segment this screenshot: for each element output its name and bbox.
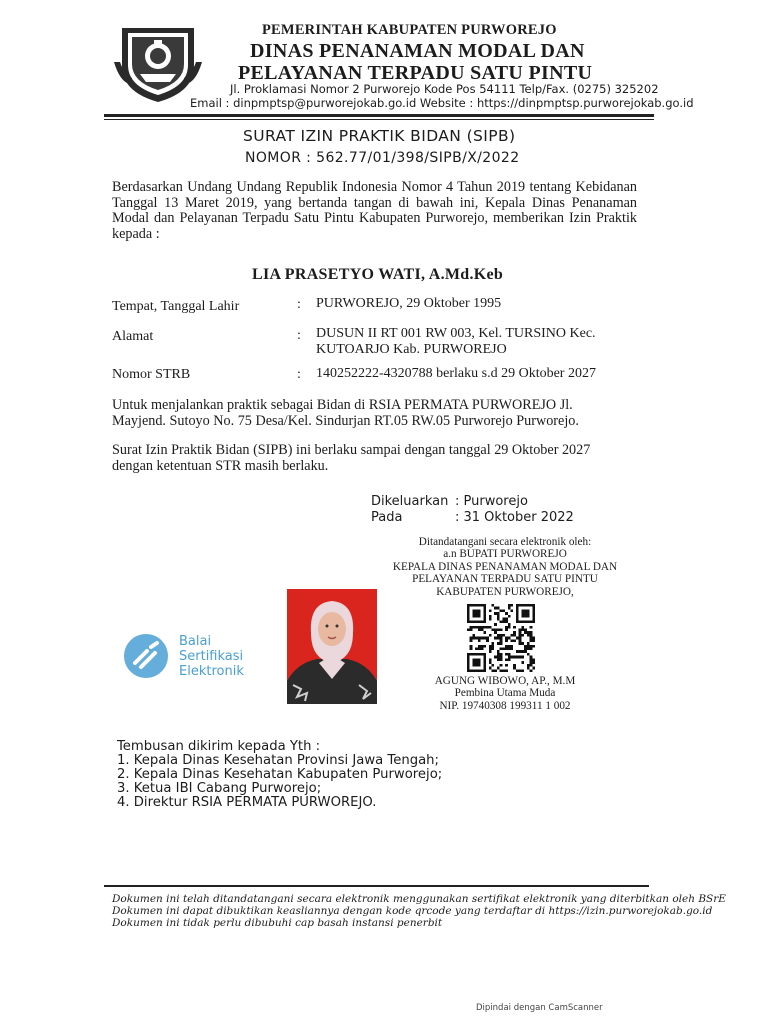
purpose-paragraph [112,398,642,429]
address-value-line2: KUTOARJO Kab. PURWOREJO [316,342,507,357]
letterhead-divider [104,114,654,117]
signature-line: KEPALA DINAS PENANAMAN MODAL DAN [392,560,618,573]
cc-item: 1. Kepala Dinas Kesehatan Provinsi Jawa Tengah; [117,753,439,768]
signature-block [380,536,630,598]
letterhead-agency-line1: DINAS PENANAMAN MODAL DAN [250,40,585,62]
strb-value: 140252222-4320788 berlaku s.d 29 Oktober 2027 [316,366,596,381]
letterhead-address: Jl. Proklamasi Nomor 2 Purworejo Kode Pos 54111 Telp/Fax. (0275) 325202 [230,82,659,96]
regency-crest-icon [110,22,206,104]
birth-colon: : [297,297,301,312]
issued-date-value: : 31 Oktober 2022 [455,510,574,525]
issued-place-label: Dikeluarkan [371,494,449,509]
cc-item: 4. Direktur RSIA PERMATA PURWOREJO. [117,795,377,810]
document-title: SURAT IZIN PRAKTIK BIDAN (SIPB) [243,127,516,145]
birth-label: Tempat, Tanggal Lahir [112,299,240,314]
letterhead-agency-line2: PELAYANAN TERPADU SATU PINTU [238,62,593,84]
bsre-logo-line1: Balai [179,634,212,649]
signatory-nip: NIP. 19740308 199311 1 002 [439,699,571,712]
signature-line: Ditandatangani secara elektronik oleh: [418,536,592,548]
footnote-line: Dokumen ini tidak perlu dibubuhi cap basah instansi penerbit [112,917,443,930]
footnote-line: Dokumen ini dapat dibuktikan keasliannya dengan kode qrcode yang terdaftar di https://izin.purworejokab.go.id [112,905,713,918]
footer-divider [104,885,649,887]
footnote-line: Dokumen ini telah ditandatangani secara elektronik menggunakan sertifikat elektronik yang diterbitkan oleh BSrE [112,893,726,905]
signature-line: PELAYANAN TERPADU SATU PINTU [412,573,598,586]
validity-paragraph [112,443,652,474]
letterhead-divider-thin [104,119,654,120]
signatory-rank: Pembina Utama Muda [454,687,556,700]
birth-value: PURWOREJO, 29 Oktober 1995 [316,296,502,311]
holder-photo [287,589,377,704]
document-number: NOMOR : 562.77/01/398/SIPB/X/2022 [245,150,520,166]
validity-line: dengan ketentuan STR masih berlaku. [112,457,329,474]
strb-colon: : [297,367,301,382]
letterhead-government: PEMERINTAH KABUPATEN PURWOREJO [262,22,557,38]
cc-list [117,740,442,810]
bsre-logo [121,629,261,683]
letterhead-contact: Email : dinpmptsp@purworejokab.go.id Website : https://dinpmptsp.purworejokab.go.id [190,96,694,110]
cc-heading: Tembusan dikirim kepada Yth : [117,739,321,754]
signatory-name: AGUNG WIBOWO, AP., M.M [434,675,576,687]
footnote [112,893,726,930]
license-holder-name: LIA PRASETYO WATI, A.Md.Keb [252,266,504,283]
issued-date-label: Pada [371,510,403,525]
qr-code-icon[interactable] [467,604,535,672]
scanner-watermark: Dipindai dengan CamScanner [476,1003,603,1013]
bsre-logo-line3: Elektronik [179,664,244,679]
cc-item: 2. Kepala Dinas Kesehatan Kabupaten Purworejo; [117,767,443,782]
cc-item: 3. Ketua IBI Cabang Purworejo; [117,781,322,796]
signature-line: a.n BUPATI PURWOREJO [443,548,567,561]
address-value-line1: DUSUN II RT 001 RW 003, Kel. TURSINO Kec. [316,326,596,341]
address-colon: : [297,328,301,343]
purpose-line: Untuk menjalankan praktik sebagai Bidan di RSIA PERMATA PURWOREJO Jl. [112,397,573,413]
strb-label: Nomor STRB [112,367,191,382]
issued-place-value: : Purworejo [455,494,528,509]
address-label: Alamat [112,329,154,344]
intro-paragraph: Berdasarkan Undang Undang Republik Indonesia Nomor 4 Tahun 2019 tentang Kebidanan Tanggal 13 Maret 2019, yang bertanda tangan di bawah ini, Kepala Dinas Penanaman Modal dan Pelayanan Terpadu Satu Pintu Kabupaten Purworejo, memberikan Izin Praktik kepada : [112,179,637,242]
bsre-logo-line2: Sertifikasi [179,649,244,664]
signature-line: KABUPATEN PURWOREJO, [436,585,574,598]
signatory-block [380,675,630,712]
validity-line: Surat Izin Praktik Bidan (SIPB) ini berlaku sampai dengan tanggal 29 Oktober 2027 [112,442,591,458]
purpose-line: Mayjend. Sutoyo No. 75 Desa/Kel. Sindurjan RT.05 RW.05 Purworejo Purworejo. [112,412,579,429]
